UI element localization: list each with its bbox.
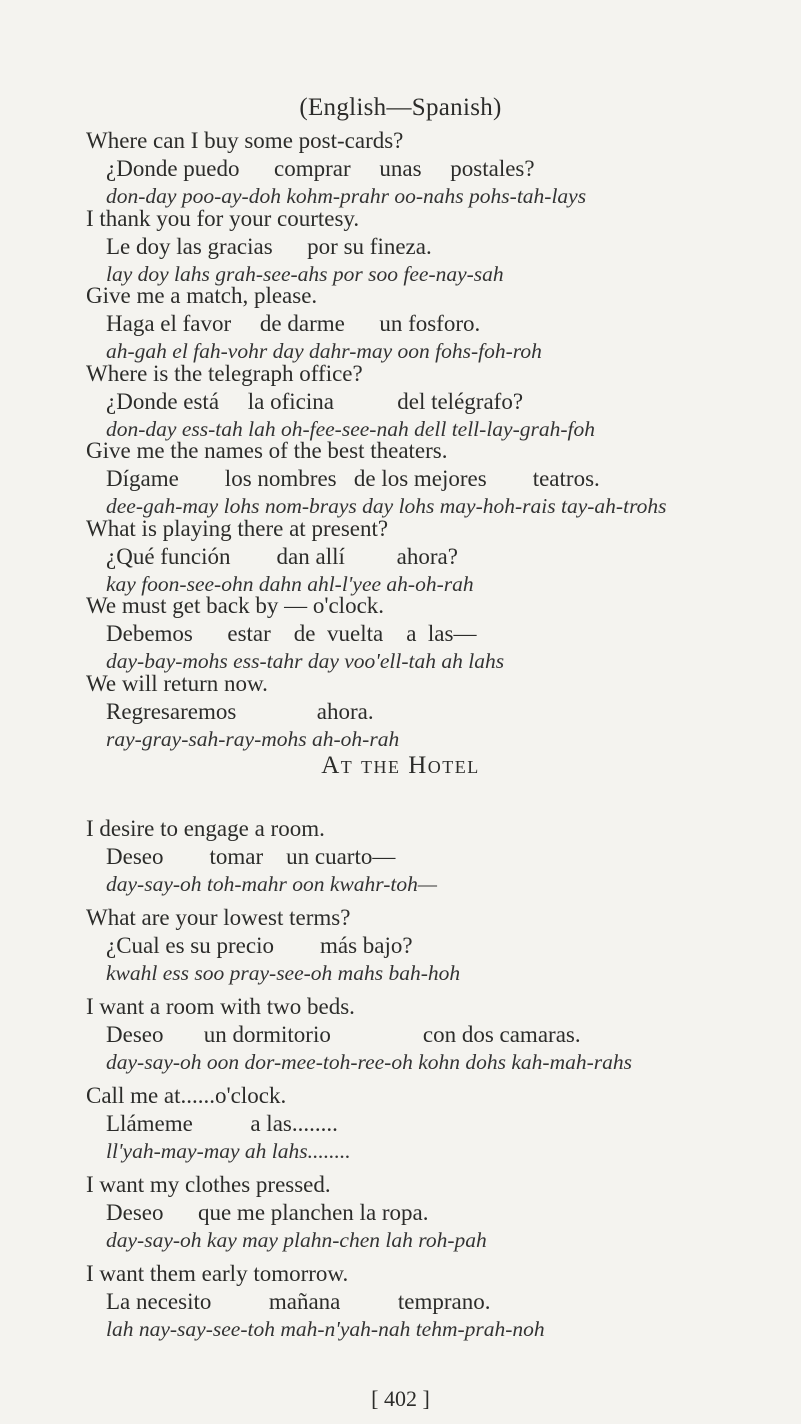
pronunciation: ll'yah-may-may ah lahs........ xyxy=(106,1139,351,1163)
pronunciation: ah-gah el fah-vohr day dahr-may oon fohs-foh-roh xyxy=(106,339,542,363)
pronunciation: kwahl ess soo pray-see-oh mahs bah-hoh xyxy=(106,961,461,985)
english-phrase: I thank you for your courtesy. xyxy=(86,205,360,231)
section-title: At the Hotel xyxy=(321,752,480,779)
spanish-phrase: Llámeme a las........ xyxy=(106,1111,338,1136)
pronunciation: day-say-oh oon dor-mee-toh-ree-oh kohn dohs kah-mah-rahs xyxy=(106,1050,632,1074)
spanish-phrase: Debemos estar de vuelta a las— xyxy=(106,621,477,646)
page-header: (English—Spanish) xyxy=(299,94,502,121)
pronunciation: day-say-oh kay may plahn-chen lah roh-pah xyxy=(106,1228,487,1252)
pronunciation: dee-gah-may lohs nom-brays day lohs may-hoh-rais tay-ah-trohs xyxy=(106,494,667,518)
spanish-phrase: ¿Donde está la oficina del telégrafo? xyxy=(106,388,524,414)
english-phrase: What is playing there at present? xyxy=(86,515,389,541)
pronunciation: don-day ess-tah lah oh-fee-see-nah dell tell-lay-grah-foh xyxy=(106,416,595,441)
page-number: [ 402 ] xyxy=(371,1386,430,1411)
english-phrase: I want a room with two beds. xyxy=(86,994,355,1019)
spanish-phrase: ¿Cual es su precio más bajo? xyxy=(106,933,413,958)
spanish-phrase: Deseo tomar un cuarto— xyxy=(106,844,396,869)
pronunciation: lah nay-say-see-toh mah-n'yah-nah tehm-prah-noh xyxy=(106,1317,545,1341)
pronunciation: day-bay-mohs ess-tahr day voo'ell-tah ah lahs xyxy=(106,649,505,673)
english-phrase: What are your lowest terms? xyxy=(86,905,351,930)
pronunciation: kay foon-see-ohn dahn ahl-l'yee ah-oh-rah xyxy=(106,571,474,596)
spanish-phrase: La necesito mañana temprano. xyxy=(106,1289,491,1314)
pronunciation: day-say-oh toh-mahr oon kwahr-toh— xyxy=(106,872,437,896)
english-phrase: Call me at......o'clock. xyxy=(86,1083,287,1108)
english-phrase: Where is the telegraph office? xyxy=(86,360,363,386)
spanish-phrase: Haga el favor de darme un fosforo. xyxy=(106,311,481,336)
pronunciation: ray-gray-sah-ray-mohs ah-oh-rah xyxy=(106,726,400,751)
pronunciation: don-day poo-ay-doh kohm-prahr oo-nahs pohs-tah-lays xyxy=(106,184,587,208)
spanish-phrase: Dígame los nombres de los mejores teatros. xyxy=(106,466,600,491)
pronunciation: lay doy lahs grah-see-ahs por soo fee-nay-sah xyxy=(106,261,504,286)
spanish-phrase: Deseo que me planchen la ropa. xyxy=(106,1200,429,1225)
english-phrase: I want my clothes pressed. xyxy=(86,1172,331,1197)
english-phrase: I want them early tomorrow. xyxy=(86,1261,349,1286)
spanish-phrase: Le doy las gracias por su fineza. xyxy=(106,233,432,259)
english-phrase: Give me a match, please. xyxy=(86,283,318,308)
spanish-phrase: Regresaremos ahora. xyxy=(106,698,374,724)
english-phrase: Give me the names of the best theaters. xyxy=(86,438,448,463)
spanish-phrase: ¿Qué función dan allí ahora? xyxy=(106,543,458,569)
spanish-phrase: ¿Donde puedo comprar unas postales? xyxy=(106,156,535,181)
english-phrase: We will return now. xyxy=(86,670,268,696)
english-phrase: I desire to engage a room. xyxy=(86,816,325,841)
english-phrase: We must get back by — o'clock. xyxy=(86,593,385,618)
english-phrase: Where can I buy some post-cards? xyxy=(86,128,404,153)
spanish-phrase: Deseo un dormitorio con dos camaras. xyxy=(106,1022,581,1047)
